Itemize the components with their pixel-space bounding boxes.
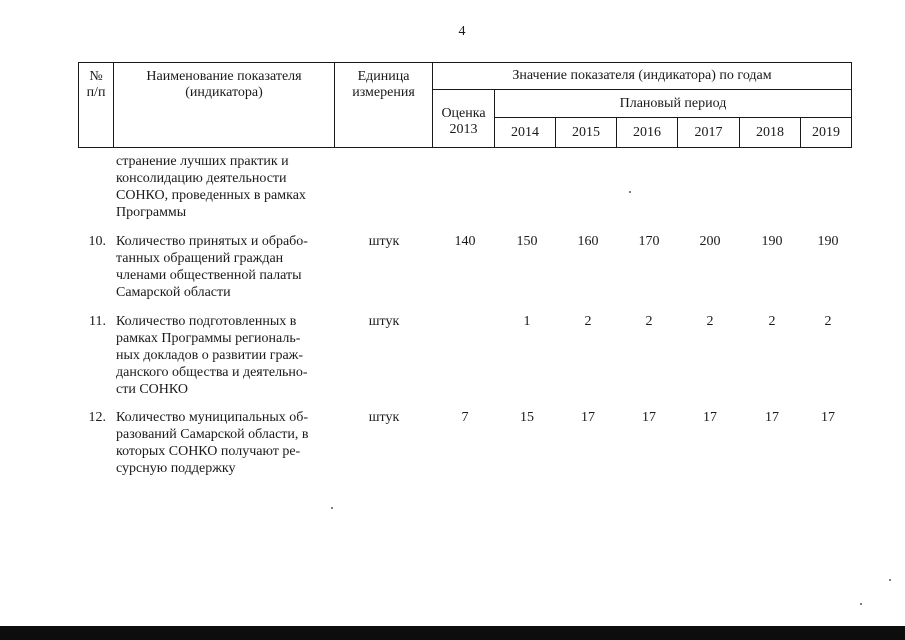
col-header-year: 2016 [617,118,678,148]
value-cell: 2 [768,314,776,329]
col-header-name: Наименование показателя (индикатора) [114,63,335,148]
table-row [78,409,858,479]
value-cell: 17 [703,410,717,425]
value-cell: 150 [516,234,538,249]
value-cell: 17 [642,410,656,425]
row-number: 11. [89,314,106,329]
value-cell: 17 [581,410,595,425]
unit-cell: штук [368,410,400,425]
value-cell: 2 [706,314,714,329]
value-cell: 7 [461,410,469,425]
col-header-unit: Единица измерения [335,63,433,148]
col-header-year: 2018 [740,118,801,148]
value-cell: 2 [584,314,592,329]
value-cell: 160 [577,234,599,249]
value-cell: 2 [824,314,832,329]
scan-speck [629,191,631,193]
page-number: 4 [458,24,466,39]
value-cell: 1 [523,314,531,329]
col-header-number: № п/п [79,63,114,148]
value-cell: 170 [638,234,660,249]
col-header-year: 2017 [678,118,740,148]
unit-cell: штук [368,314,400,329]
indicator-name: странение лучших практик и консолидацию деятельности СОНКО, проведенных в рамках Программы [116,154,306,220]
indicator-name: Количество муниципальных об- разований Самарской области, в которых СОНКО получают ре- сурсную поддержку [116,410,309,476]
indicator-name: Количество подготовленных в рамках Программы региональ- ных докладов о развитии граж- данского общества и деятельно- сти СОНКО [116,314,308,397]
value-cell: 2 [645,314,653,329]
row-number: 10. [88,234,106,249]
scan-speck [860,603,862,605]
row-number: 12. [88,410,106,425]
col-header-year: 2014 [495,118,556,148]
scan-speck [331,507,333,509]
indicator-name: Количество принятых и обрабо- танных обращений граждан членами общественной палаты Самарской области [116,234,308,300]
value-cell: 17 [765,410,779,425]
table-row [78,233,858,303]
table-row [78,313,858,401]
col-header-estimate: Оценка 2013 [433,90,495,148]
col-header-planned: Плановый период [495,90,852,118]
indicator-table-header [78,62,852,148]
scan-border-bar [0,626,905,640]
col-header-year: 2019 [801,118,852,148]
table-row-continuation [78,153,858,223]
value-cell: 17 [821,410,835,425]
col-header-year: 2015 [556,118,617,148]
value-cell: 190 [761,234,783,249]
unit-cell: штук [368,234,400,249]
value-cell: 200 [699,234,721,249]
scan-speck [889,579,891,581]
value-cell: 190 [817,234,839,249]
col-header-values: Значение показателя (индикатора) по годам [433,63,852,90]
value-cell: 15 [520,410,534,425]
value-cell: 140 [454,234,476,249]
